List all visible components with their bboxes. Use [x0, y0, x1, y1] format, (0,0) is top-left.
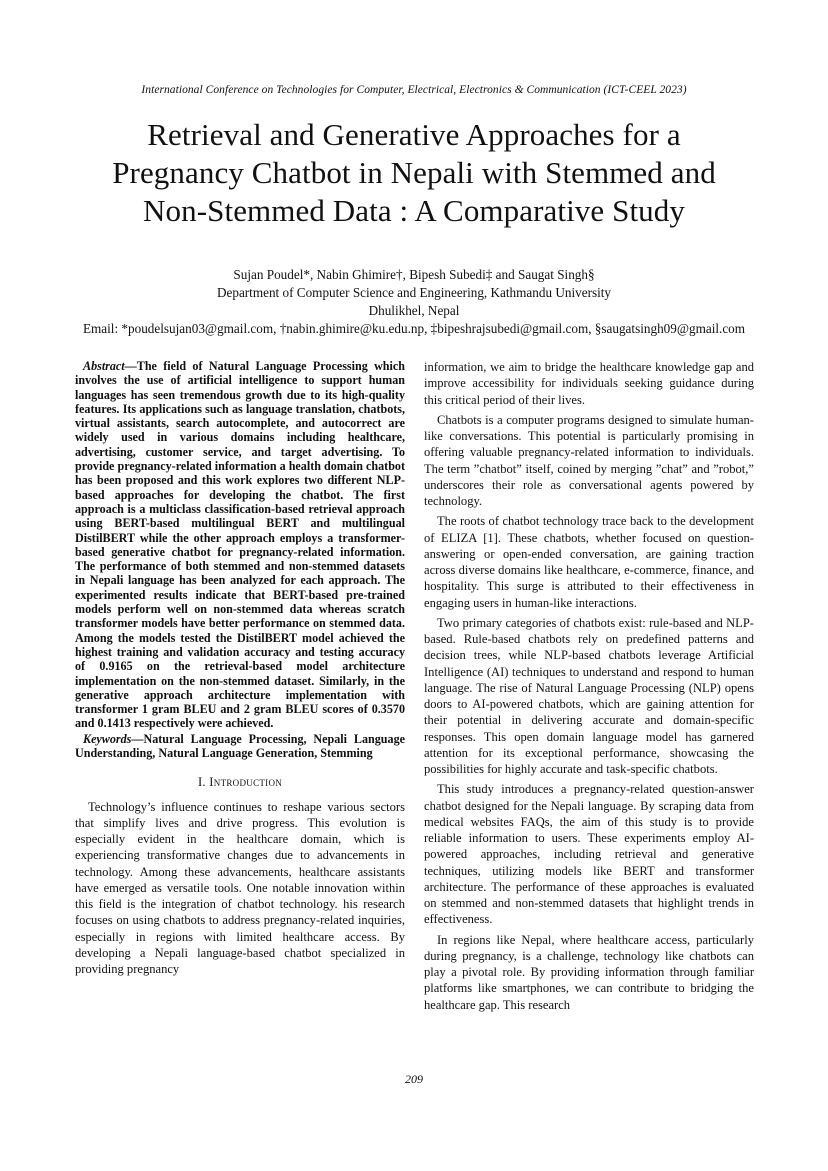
paragraph: information, we aim to bridge the healthcare knowledge gap and improve accessibility for individuals seeking guidance during this critical period of their lives. [424, 360, 754, 407]
author-block [0, 266, 828, 338]
keywords [75, 732, 405, 761]
paragraph: Two primary categories of chatbots exist: rule-based and NLP-based. Rule-based chatbots rely on predefined patterns and decision trees, while NLP-based chatbots leverage Artificial Intelligence (AI) techniques to understand and respond to human language. The rise of Natural Language Processing (NLP) opens doors to AI-powered chatbots, which are gaining attention for their potential in delivering accurate and domain-specific responses. This open domain language model has garnered attention for its exceptional performance, showcasing the possibilities for highly accurate and task-specific chatbots. [424, 615, 754, 776]
conference-header: International Conference on Technologies for Computer, Electrical, Electronics & Communication (ICT-CEEL 2023) [141, 84, 687, 96]
abstract-text: The field of Natural Language Processing which involves the use of artificial intelligence to support human languages has seen tremendous growth due to its high-quality features. Its applications such as language translation, chatbots, virtual assistants, search autocomplete, and autocorrect are widely used in various domains including healthcare, advertising, customer service, and target advertising. To provide pregnancy-related information a health domain chatbot has been proposed and this work explores two different NLP-based approaches for developing the chatbot. The first approach is a multiclass classification-based retrieval approach using BERT-based multilingual BERT and multilingual DistilBERT while the other approach employs a transformer-based generative chatbot for pregnancy-related information. The performance of both stemmed and non-stemmed datasets in Nepali language has been analyzed for each approach. The experimented results indicate that BERT-based pre-trained models perform well on non-stemmed data whereas scratch transformer models have better performance on stemmed data. Among the models tested the DistilBERT model achieved the highest training and validation accuracy and testing accuracy of 0.9165 on the retrieval-based model architecture implementation on the non-stemmed dataset. Similarly, in the generative approach architecture implementation with transformer 1 gram BLEU and 2 gram BLEU scores of 0.3570 and 0.1413 respectively were achieved. [75, 359, 405, 731]
paragraph: Technology’s influence continues to reshape various sectors that simplify lives and drive progress. This evolution is especially evident in the healthcare domain, which is experiencing transformative changes due to advancements in technology. Among these advancements, healthcare assistants have emerged as versatile tools. One notable innovation within this field is the integration of chatbot technology. his research focuses on using chatbots to address pregnancy-related inquiries, especially in regions with limited healthcare access. By developing a Nepali language-based chatbot specialized in providing pregnancy [75, 799, 405, 977]
title-line: Retrieval and Generative Approaches for a [147, 117, 681, 152]
keywords-label: Keywords [83, 731, 132, 746]
author-emails: Email: *poudelsujan03@gmail.com, †nabin.ghimire@ku.edu.np, ‡bipeshrajsubedi@gmail.com, §saugatsingh09@gmail.com [82, 321, 746, 336]
keywords-text: Natural Language Processing, Nepali Language Understanding, Natural Language Generation, Stemming [75, 731, 405, 761]
left-column [75, 359, 405, 977]
section-heading-introduction: I. Introduction [197, 775, 283, 790]
keywords-separator: — [131, 731, 144, 746]
abstract-separator: — [124, 359, 137, 373]
affiliation-location: Dhulikhel, Nepal [368, 303, 460, 318]
affiliation-department: Department of Computer Science and Engineering, Kathmandu University [216, 285, 612, 300]
title-line: Non-Stemmed Data : A Comparative Study [143, 193, 685, 228]
paragraph: Chatbots is a computer programs designed to simulate human-like conversations. This potential is particularly promising in offering valuable pregnancy-related information to individuals. The term ”chatbot” itself, coined by merging ”chat” and ”robot,” underscores their role as conversational agents powered by technology. [424, 412, 754, 508]
paper-title [60, 116, 768, 230]
right-column [424, 359, 754, 1013]
page-number: 209 [405, 1072, 423, 1086]
paragraph: This study introduces a pregnancy-related question-answer chatbot designed for the Nepali language. By scraping data from medical websites FAQs, the aim of this study is to provide reliable information to users. These experiments employ AI-powered approaches, including retrieval and generative techniques, utilizing models like BERT and transformer architecture. The performance of these approaches is evaluated on stemmed and non-stemmed datasets that highlight trends in effectiveness. [424, 782, 754, 927]
paragraph: In regions like Nepal, where healthcare access, particularly during pregnancy, is a challenge, technology like chatbots can play a pivotal role. By providing information through familiar platforms like smartphones, we can contribute to bridging the healthcare gap. This research [424, 932, 754, 1012]
paragraph: The roots of chatbot technology trace back to the development of ELIZA [1]. These chatbots, whether focused on question-answering or open-ended conversation, are gaining traction across diverse domains like healthcare, e-commerce, finance, and hospitality. This surge is attributed to their effectiveness in engaging users in human-like interactions. [424, 514, 754, 610]
abstract [75, 359, 405, 731]
title-line: Pregnancy Chatbot in Nepali with Stemmed and [112, 155, 716, 190]
author-names: Sujan Poudel*, Nabin Ghimire†, Bipesh Subedi‡ and Saugat Singh§ [233, 267, 595, 282]
abstract-label: Abstract [83, 359, 125, 373]
